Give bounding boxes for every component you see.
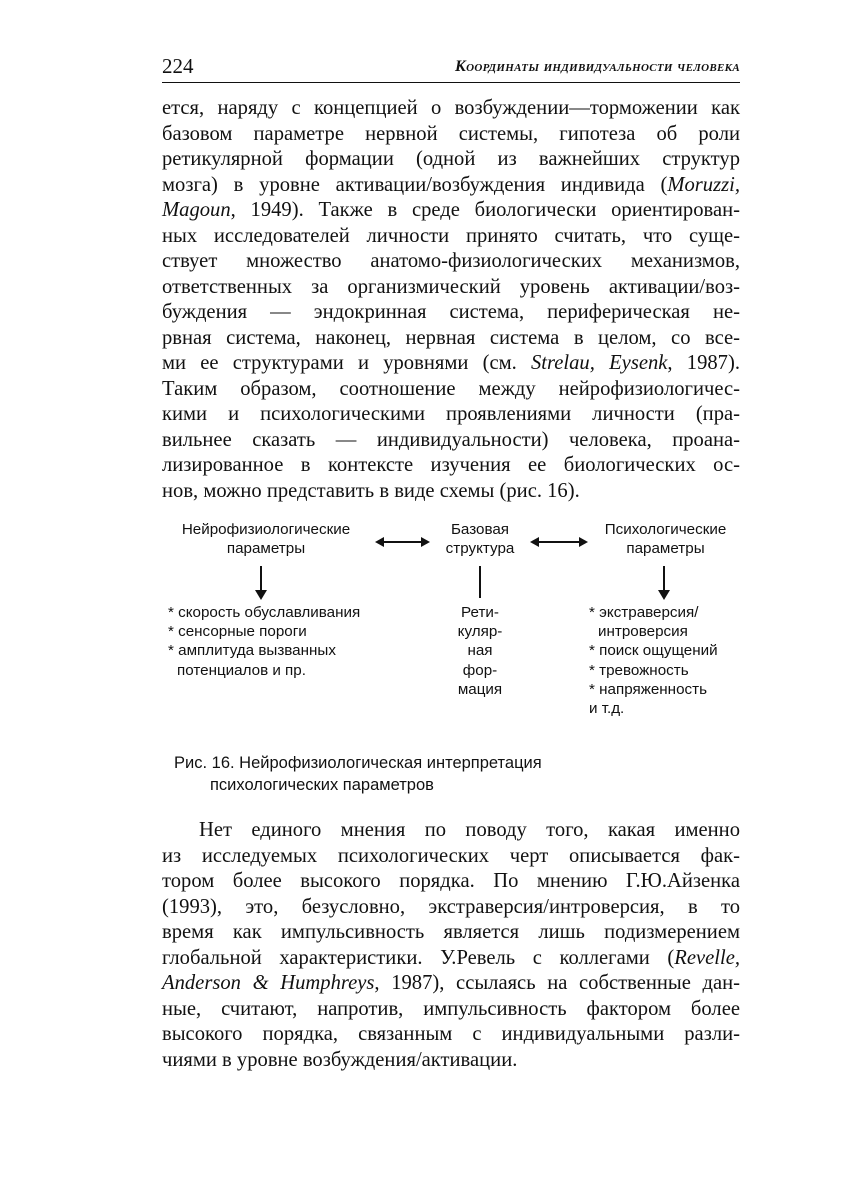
label-line: Рети- [461,604,499,621]
header-rule [162,82,740,83]
list-item: * тревожность [589,661,689,679]
header-line: параметры [226,540,306,558]
paragraph-2 [162,818,740,1073]
vertical-line [479,566,481,598]
list-item: интроверсия [598,623,688,641]
citation-author: Revelle, [674,946,740,969]
text-line: кими и психологическими проявлениями личности (пра- [162,403,740,425]
list-item: * экстраверсия/ [589,604,699,621]
psychological-header [588,520,743,558]
list-item: * амплитуда вызванных [168,642,336,660]
label-line: фор- [462,661,498,679]
list-item: * напряженность [589,680,707,698]
psychological-list [589,603,749,718]
text-line: лизированное в контексте изучения ее биологических ос- [162,454,740,476]
text-segment: глобальной характеристики. У.Ревель с коллегами ( [162,946,675,969]
label-line: ная [467,642,493,660]
list-item: * скорость обуславливания [168,604,361,621]
double-arrow-icon [530,537,588,547]
label-line: мация [457,680,503,698]
header-line: параметры [626,540,705,558]
text-line: нов, можно представить в виде схемы (рис. 16). [162,479,580,502]
text-line: чиями в уровне возбуждения/активации. [162,1048,518,1071]
caption-line: психологических параметров [210,776,434,794]
text-line: вильнее сказать — индивидуальности) человека, проана- [162,428,740,451]
text-line: из исследуемых психологических черт описывается фак- [162,844,740,867]
text-line: рвная система, наконец, нервная система в целом, со все- [162,326,740,349]
text-line: высокого порядка, связанным с индивидуальными разли- [162,1023,740,1045]
paragraph-1 [162,96,740,504]
text-line: время как импульсивность является лишь подизмерением [162,921,740,943]
text-line: тором более высокого порядка. По мнению Г.Ю.Айзенка [162,870,740,892]
text-line: Нет единого мнения по поводу того, какая именно [199,819,740,841]
list-item: * сенсорные пороги [168,623,307,641]
header-line: Базовая [450,521,510,538]
page-number: 224 [162,54,194,78]
text-segment: мозга) в уровне активации/возбуждения индивида ( [162,173,668,196]
neurophysiological-list [168,603,398,680]
text-segment: ми ее структурами и уровнями (см. [162,352,531,374]
text-line: ответственных за организмический уровень активации/воз- [162,275,740,298]
text-segment: , 1949). Также в среде биологически ориентирован- [230,199,740,221]
running-title: Координаты индивидуальности человека [454,58,740,75]
text-line [162,173,740,199]
citation-author: Magoun [162,199,231,221]
header-line: Психологические [604,521,727,538]
list-item: и т.д. [589,700,625,718]
text-segment: , 1987), ссылаясь на собственные дан- [374,972,740,994]
text-segment: , 1987). [667,352,740,374]
double-arrow-icon [375,537,430,547]
reticular-formation-label [440,603,520,699]
base-structure-header [425,520,535,558]
text-line: ные, считают, напротив, импульсивность фактором более [162,997,740,1020]
caption-line: Рис. 16. Нейрофизиологическая интерпретация [174,754,542,772]
text-line [162,971,740,997]
header-line: структура [445,540,515,558]
neurophysiological-header [166,520,366,558]
text-line [162,351,740,377]
text-line: ретикулярной формации (одной из важнейших структур [162,148,740,170]
header-line: Нейрофизиологические [181,521,351,538]
text-line: буждения — эндокринная система, периферическая не- [162,301,740,323]
text-line: ных исследователей личности принято считать, что суще- [162,224,740,247]
text-line: Таким образом, соотношение между нейрофизиологичес- [162,377,740,400]
text-line: (1993), это, безусловно, экстраверсия/интроверсия, в то [162,895,740,918]
list-item: потенциалов и пр. [177,661,306,679]
figure-caption [174,752,542,796]
text-line: ствует множество анатомо-физиологических механизмов, [162,250,740,272]
down-arrow-icon [658,566,670,600]
text-line [162,946,740,972]
down-arrow-icon [255,566,267,600]
citation-author: Strelau, Eysenk [531,352,668,374]
running-head [162,52,740,84]
text-line [162,198,740,224]
text-line: базовом параметре нервной системы, гипотеза об роли [162,122,740,145]
list-item: * поиск ощущений [589,642,718,660]
citation-author: Anderson & Humphreys [162,972,375,994]
label-line: куляр- [457,623,503,641]
text-line: ется, наряду с концепцией о возбуждении—торможении как [162,97,740,119]
citation-author: Moruzzi, [667,173,740,196]
